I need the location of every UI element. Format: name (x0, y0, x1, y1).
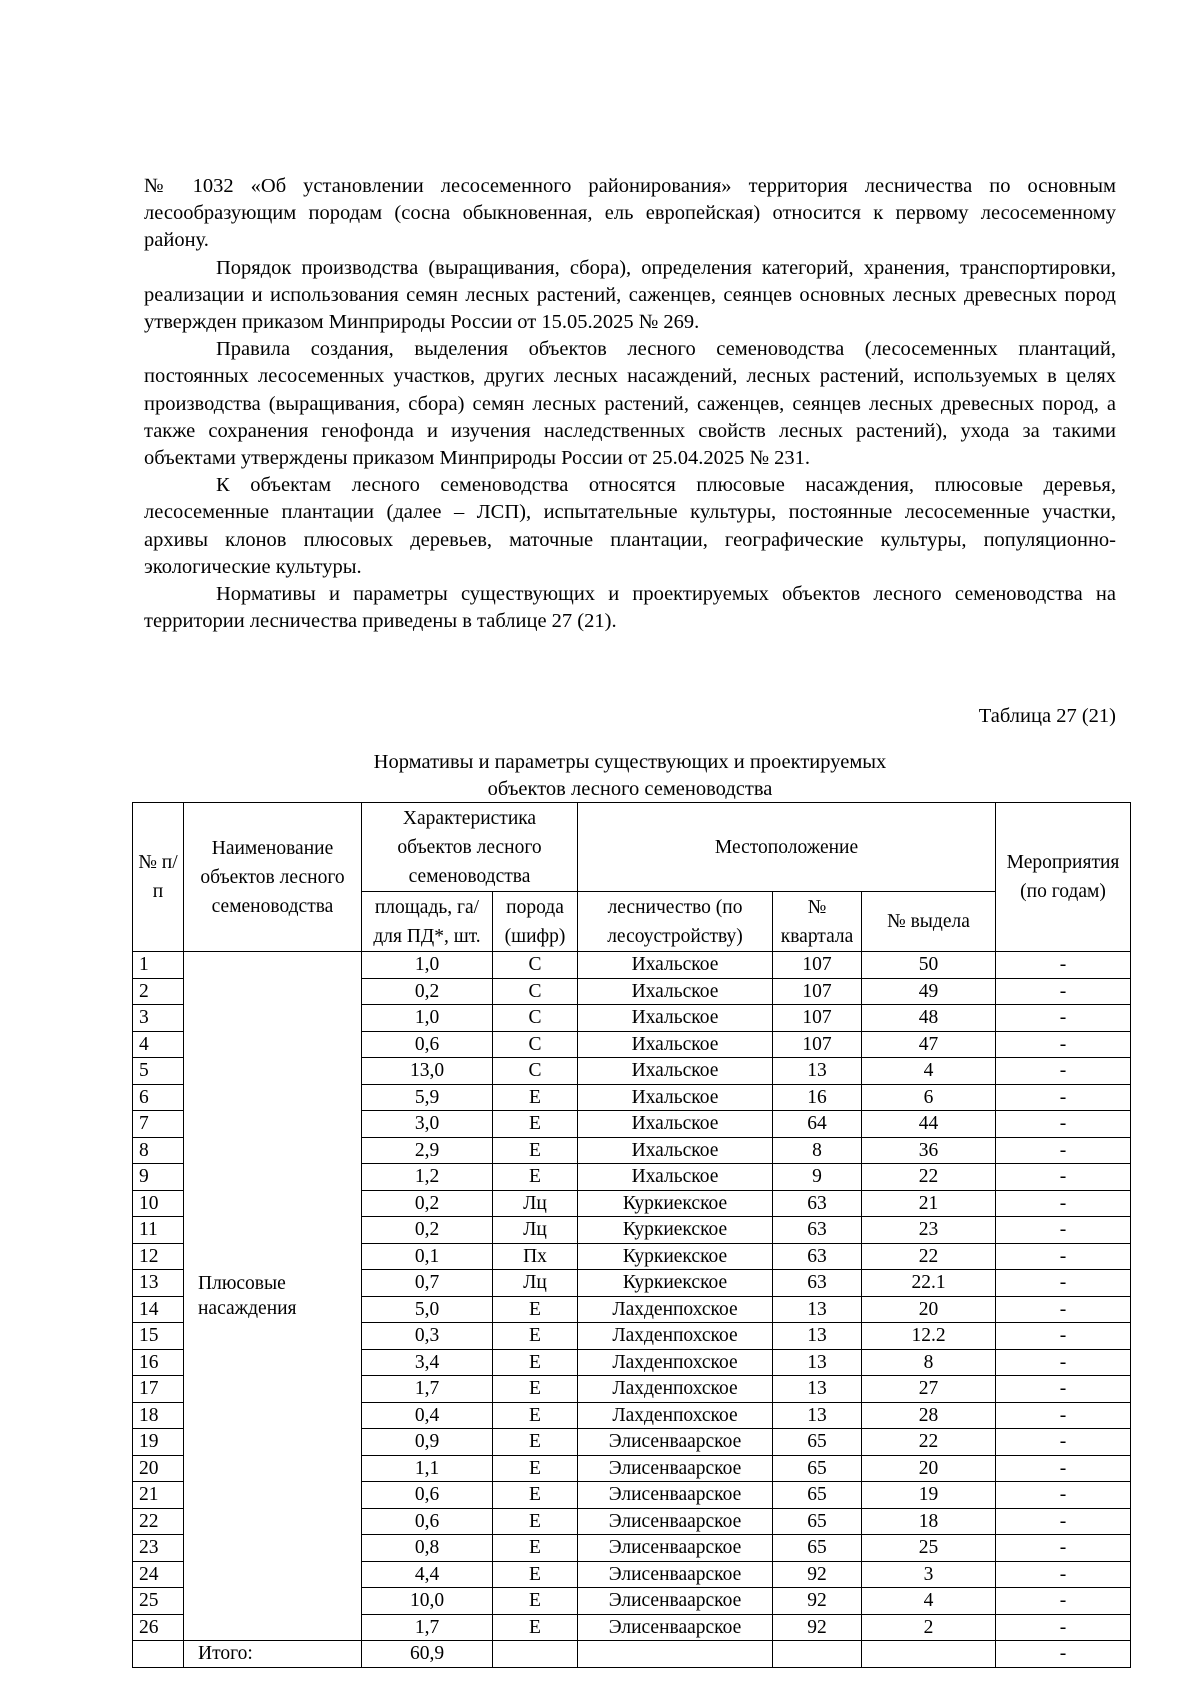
row-measures: - (996, 1084, 1131, 1111)
row-area: 13,0 (362, 1058, 493, 1085)
row-quarter: 63 (773, 1270, 862, 1297)
row-quarter: 13 (773, 1402, 862, 1429)
total-plot-cell (862, 1641, 996, 1668)
row-forestry: Ихальское (578, 1058, 773, 1085)
row-forestry: Ихальское (578, 978, 773, 1005)
row-plot: 27 (862, 1376, 996, 1403)
row-area: 0,7 (362, 1270, 493, 1297)
row-area: 1,7 (362, 1614, 493, 1641)
row-plot: 8 (862, 1349, 996, 1376)
row-quarter: 65 (773, 1455, 862, 1482)
row-area: 0,2 (362, 1190, 493, 1217)
row-plot: 48 (862, 1005, 996, 1032)
row-plot: 50 (862, 952, 996, 979)
row-species: Е (493, 1482, 578, 1509)
row-num: 15 (133, 1323, 184, 1350)
row-species: Лц (493, 1270, 578, 1297)
row-num: 22 (133, 1508, 184, 1535)
row-num: 16 (133, 1349, 184, 1376)
row-quarter: 13 (773, 1349, 862, 1376)
row-num: 26 (133, 1614, 184, 1641)
row-num: 12 (133, 1243, 184, 1270)
row-area: 0,2 (362, 978, 493, 1005)
row-species: Е (493, 1614, 578, 1641)
row-forestry: Ихальское (578, 1031, 773, 1058)
row-species: Е (493, 1508, 578, 1535)
row-quarter: 13 (773, 1058, 862, 1085)
row-forestry: Ихальское (578, 1084, 773, 1111)
row-measures: - (996, 1402, 1131, 1429)
row-num: 10 (133, 1190, 184, 1217)
row-quarter: 16 (773, 1084, 862, 1111)
table-title (270, 749, 990, 803)
row-quarter: 63 (773, 1190, 862, 1217)
row-area: 0,4 (362, 1402, 493, 1429)
row-species: Лц (493, 1190, 578, 1217)
row-plot: 6 (862, 1084, 996, 1111)
row-species: Е (493, 1137, 578, 1164)
row-species: Е (493, 1429, 578, 1456)
row-plot: 47 (862, 1031, 996, 1058)
row-num: 5 (133, 1058, 184, 1085)
header-location: Местоположение (578, 803, 996, 892)
total-area: 60,9 (362, 1641, 493, 1668)
row-plot: 21 (862, 1190, 996, 1217)
row-num: 14 (133, 1296, 184, 1323)
row-measures: - (996, 1429, 1131, 1456)
row-plot: 4 (862, 1588, 996, 1615)
row-species: Е (493, 1588, 578, 1615)
row-species: Е (493, 1402, 578, 1429)
row-forestry: Элисенваарское (578, 1429, 773, 1456)
row-measures: - (996, 1111, 1131, 1138)
row-plot: 49 (862, 978, 996, 1005)
row-forestry: Лахденпохское (578, 1296, 773, 1323)
row-forestry: Ихальское (578, 1164, 773, 1191)
row-area: 4,4 (362, 1561, 493, 1588)
row-quarter: 13 (773, 1376, 862, 1403)
row-area: 0,6 (362, 1482, 493, 1509)
row-area: 3,4 (362, 1349, 493, 1376)
row-quarter: 65 (773, 1535, 862, 1562)
total-quarter-cell (773, 1641, 862, 1668)
paragraph-3: Правила создания, выделения объектов лесного семеноводства (лесосеменных плантаций, постоянных лесосеменных участков, других лесных насаждений, лесных растений, используемых в целях производства (выращивания, сбора) семян лесных растений, саженцев, сеянцев лесных древесных пород, а также сохранения генофонда и изучения наследственных свойств лесных растений), ухода за такими объектами утверждены приказом Минприроды России от 25.04.2025 № 231. (144, 338, 1116, 470)
paragraph-2: Порядок производства (выращивания, сбора), определения категорий, хранения, транспортировки, реализации и использования семян лесных растений, саженцев, сеянцев основных лесных древесных пород утвержден приказом Минприроды России от 15.05.2025 № 269. (144, 256, 1116, 334)
row-quarter: 107 (773, 1031, 862, 1058)
row-area: 1,0 (362, 952, 493, 979)
row-plot: 22.1 (862, 1270, 996, 1297)
row-quarter: 13 (773, 1323, 862, 1350)
row-num: 25 (133, 1588, 184, 1615)
row-species: Е (493, 1455, 578, 1482)
row-forestry: Ихальское (578, 1111, 773, 1138)
row-area: 0,2 (362, 1217, 493, 1244)
row-measures: - (996, 1508, 1131, 1535)
total-label: Итого: (184, 1641, 362, 1668)
row-quarter: 65 (773, 1482, 862, 1509)
header-forestry: лесничество (по лесоустройству) (578, 892, 773, 952)
row-forestry: Куркиекское (578, 1243, 773, 1270)
row-measures: - (996, 1164, 1131, 1191)
row-species: Пх (493, 1243, 578, 1270)
row-quarter: 92 (773, 1561, 862, 1588)
row-area: 1,2 (362, 1164, 493, 1191)
row-quarter: 63 (773, 1243, 862, 1270)
row-species: Лц (493, 1217, 578, 1244)
row-species: Е (493, 1561, 578, 1588)
group-name: Плюсовые насаждения (184, 952, 362, 1641)
row-plot: 25 (862, 1535, 996, 1562)
row-forestry: Лахденпохское (578, 1376, 773, 1403)
header-characteristics: Характеристика объектов лесного семеноводства (362, 803, 578, 892)
row-quarter: 107 (773, 1005, 862, 1032)
total-species-cell (493, 1641, 578, 1668)
row-num: 11 (133, 1217, 184, 1244)
row-num: 21 (133, 1482, 184, 1509)
row-quarter: 92 (773, 1588, 862, 1615)
row-area: 10,0 (362, 1588, 493, 1615)
row-forestry: Элисенваарское (578, 1535, 773, 1562)
row-plot: 18 (862, 1508, 996, 1535)
row-num: 3 (133, 1005, 184, 1032)
row-measures: - (996, 1296, 1131, 1323)
header-species: порода (шифр) (493, 892, 578, 952)
row-quarter: 92 (773, 1614, 862, 1641)
row-num: 23 (133, 1535, 184, 1562)
row-num: 20 (133, 1455, 184, 1482)
row-measures: - (996, 1190, 1131, 1217)
row-forestry: Элисенваарское (578, 1482, 773, 1509)
seed-objects-table (132, 802, 1131, 1668)
row-measures: - (996, 1323, 1131, 1350)
row-num: 2 (133, 978, 184, 1005)
row-num: 17 (133, 1376, 184, 1403)
row-measures: - (996, 1376, 1131, 1403)
header-name: Наименование объектов лесного семеноводства (184, 803, 362, 952)
row-quarter: 65 (773, 1508, 862, 1535)
row-measures: - (996, 1058, 1131, 1085)
row-area: 1,7 (362, 1376, 493, 1403)
row-forestry: Ихальское (578, 952, 773, 979)
row-num: 1 (133, 952, 184, 979)
row-area: 1,0 (362, 1005, 493, 1032)
header-measures: Мероприятия (по годам) (996, 803, 1131, 952)
row-forestry: Элисенваарское (578, 1588, 773, 1615)
row-measures: - (996, 1588, 1131, 1615)
row-quarter: 13 (773, 1296, 862, 1323)
row-plot: 23 (862, 1217, 996, 1244)
paragraph-4: К объектам лесного семеноводства относятся плюсовые насаждения, плюсовые деревья, лесосеменные плантации (далее – ЛСП), испытательные культуры, постоянные лесосеменные участки, архивы клонов плюсовых деревьев, маточные плантации, географические культуры, популяционно-экологические культуры. (144, 474, 1116, 578)
row-num: 8 (133, 1137, 184, 1164)
row-measures: - (996, 952, 1131, 979)
row-species: Е (493, 1349, 578, 1376)
row-quarter: 64 (773, 1111, 862, 1138)
paragraph-5: Нормативы и параметры существующих и проектируемых объектов лесного семеноводства на территории лесничества приведены в таблице 27 (21). (144, 583, 1116, 633)
row-forestry: Ихальское (578, 1005, 773, 1032)
row-measures: - (996, 1535, 1131, 1562)
table-row (133, 952, 1131, 979)
row-forestry: Ихальское (578, 1137, 773, 1164)
row-plot: 20 (862, 1296, 996, 1323)
row-forestry: Лахденпохское (578, 1323, 773, 1350)
row-area: 5,0 (362, 1296, 493, 1323)
row-measures: - (996, 1614, 1131, 1641)
row-measures: - (996, 1561, 1131, 1588)
row-plot: 2 (862, 1614, 996, 1641)
header-quarter: № квартала (773, 892, 862, 952)
table-title-line-2: объектов лесного семеноводства (487, 778, 773, 800)
table-label: Таблица 27 (21) (978, 705, 1116, 727)
row-area: 0,3 (362, 1323, 493, 1350)
row-measures: - (996, 1137, 1131, 1164)
row-area: 3,0 (362, 1111, 493, 1138)
row-quarter: 107 (773, 952, 862, 979)
row-quarter: 63 (773, 1217, 862, 1244)
row-species: Е (493, 1323, 578, 1350)
table-title-line-1: Нормативы и параметры существующих и проектируемых (373, 751, 887, 773)
row-plot: 12.2 (862, 1323, 996, 1350)
row-measures: - (996, 1482, 1131, 1509)
row-forestry: Куркиекское (578, 1270, 773, 1297)
row-quarter: 107 (773, 978, 862, 1005)
row-species: С (493, 1005, 578, 1032)
row-species: С (493, 1058, 578, 1085)
row-area: 0,1 (362, 1243, 493, 1270)
row-quarter: 9 (773, 1164, 862, 1191)
table-body (133, 952, 1131, 1641)
row-species: Е (493, 1296, 578, 1323)
row-measures: - (996, 1005, 1131, 1032)
row-plot: 28 (862, 1402, 996, 1429)
row-area: 2,9 (362, 1137, 493, 1164)
row-area: 0,9 (362, 1429, 493, 1456)
row-plot: 22 (862, 1164, 996, 1191)
row-num: 6 (133, 1084, 184, 1111)
row-measures: - (996, 1270, 1131, 1297)
total-row (133, 1641, 1131, 1668)
row-num: 13 (133, 1270, 184, 1297)
row-num: 18 (133, 1402, 184, 1429)
row-species: Е (493, 1535, 578, 1562)
row-area: 1,1 (362, 1455, 493, 1482)
row-species: С (493, 978, 578, 1005)
header-area: площадь, га/ для ПД*, шт. (362, 892, 493, 952)
row-species: Е (493, 1376, 578, 1403)
row-measures: - (996, 1349, 1131, 1376)
row-species: Е (493, 1111, 578, 1138)
row-forestry: Элисенваарское (578, 1455, 773, 1482)
total-measures: - (996, 1641, 1131, 1668)
row-plot: 22 (862, 1243, 996, 1270)
row-measures: - (996, 978, 1131, 1005)
row-forestry: Лахденпохское (578, 1402, 773, 1429)
row-measures: - (996, 1243, 1131, 1270)
row-plot: 36 (862, 1137, 996, 1164)
row-num: 4 (133, 1031, 184, 1058)
row-area: 0,6 (362, 1508, 493, 1535)
row-species: Е (493, 1164, 578, 1191)
total-forestry-cell (578, 1641, 773, 1668)
row-plot: 20 (862, 1455, 996, 1482)
paragraph-1: № 1032 «Об установлении лесосеменного районирования» территория лесничества по основным лесообразующим породам (сосна обыкновенная, ель европейская) относится к первому лесосеменному району. (144, 175, 1116, 252)
row-forestry: Куркиекское (578, 1190, 773, 1217)
body-text (144, 173, 1116, 635)
header-num: № п/п (133, 803, 184, 952)
row-measures: - (996, 1031, 1131, 1058)
total-num-cell (133, 1641, 184, 1668)
row-measures: - (996, 1217, 1131, 1244)
row-plot: 4 (862, 1058, 996, 1085)
row-plot: 3 (862, 1561, 996, 1588)
row-area: 0,8 (362, 1535, 493, 1562)
row-forestry: Куркиекское (578, 1217, 773, 1244)
row-measures: - (996, 1455, 1131, 1482)
row-species: С (493, 1031, 578, 1058)
row-num: 24 (133, 1561, 184, 1588)
row-num: 19 (133, 1429, 184, 1456)
row-forestry: Элисенваарское (578, 1508, 773, 1535)
row-area: 0,6 (362, 1031, 493, 1058)
row-forestry: Элисенваарское (578, 1561, 773, 1588)
row-species: С (493, 952, 578, 979)
row-plot: 19 (862, 1482, 996, 1509)
row-num: 7 (133, 1111, 184, 1138)
row-plot: 44 (862, 1111, 996, 1138)
row-quarter: 65 (773, 1429, 862, 1456)
row-plot: 22 (862, 1429, 996, 1456)
row-forestry: Элисенваарское (578, 1614, 773, 1641)
header-plot: № выдела (862, 892, 996, 952)
row-area: 5,9 (362, 1084, 493, 1111)
row-forestry: Лахденпохское (578, 1349, 773, 1376)
row-species: Е (493, 1084, 578, 1111)
row-num: 9 (133, 1164, 184, 1191)
row-quarter: 8 (773, 1137, 862, 1164)
